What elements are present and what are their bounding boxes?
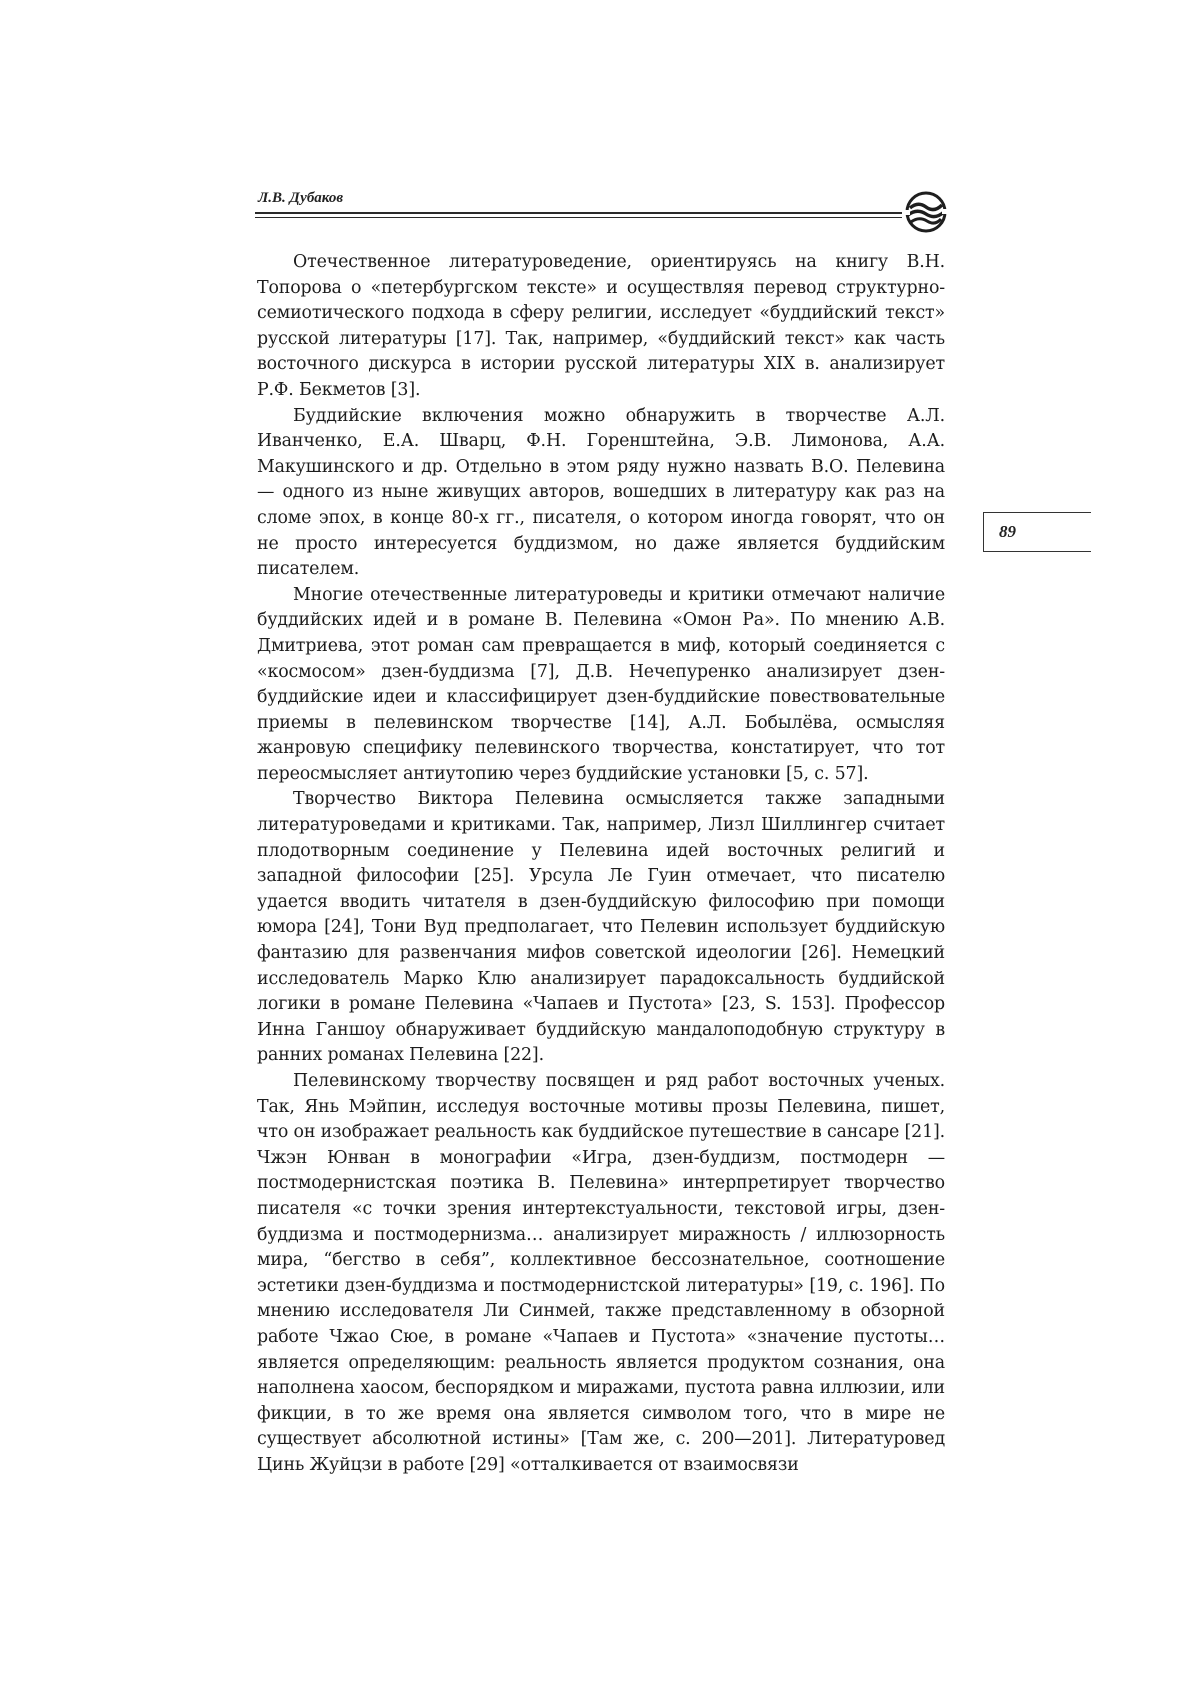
page-number-box [983, 512, 1091, 552]
header-rule [255, 212, 902, 218]
paragraph: Буддийские включения можно обнаружить в творчестве А.Л. Иванченко, Е.А. Шварц, Ф.Н. Горенштейна, Э.В. Лимонова, А.А. Макушинского и др. Отдельно в этом ряду нужно назвать В.О. Пелевина — одного из ныне живущих авторов, вошедших в литературу как раз на сломе эпох, в конце 80-х гг., писателя, о котором иногда говорят, что он не просто интересуется буддизмом, но даже является буддийским писателем. [257, 405, 945, 580]
page-number: 89 [999, 522, 1016, 541]
paragraph: Многие отечественные литературоведы и критики отмечают наличие буддийских идей и в романе В. Пелевина «Омон Ра». По мнению А.В. Дмитриева, этот роман сам превращается в миф, который соединяется с «космосом» дзен-буддизма [7], Д.В. Нечепуренко анализирует дзен-буддийские идеи и классифицирует дзен-буддийские повествовательные приемы в пелевинском творчестве [14], А.Л. Бобылёва, осмысляя жанровую специфику пелевинского творчества, констатирует, что тот переосмысляет антиутопию через буддийские установки [5, с. 57]. [257, 584, 945, 784]
paragraph: Пелевинскому творчеству посвящен и ряд работ восточных ученых. Так, Янь Мэйпин, исследуя восточные мотивы прозы Пелевина, пишет, что он изображает реальность как буддийское путешествие в сансаре [21]. Чжэн Юнван в монографии «Игра, дзен-буддизм, постмодерн — постмодернистская поэтика В. Пелевина» интерпретирует творчество писателя «с точки зрения интертекстуальности, текстовой игры, дзен-буддизма и постмодернизма… анализирует миражность / иллюзорность мира, “бегство в себя”, коллективное бессознательное, соотношение эстетики дзен-буддизма и постмодернистской литературы» [19, с. 196]. По мнению исследователя Ли Синмей, также представленному в обзорной работе Чжао Сюе, в романе «Чапаев и Пустота» «значение пустоты… является определяющим: реальность является продуктом сознания, она наполнена хаосом, беспорядком и миражами, пустота равна иллюзии, или фикции, в то же время она является символом того, что в мире не существует абсолютной истины» [Там же, с. 200—201]. Литературовед Цинь Жуйцзи в работе [29] «отталкивается от взаимосвязи [257, 1071, 945, 1475]
paragraph: Отечественное литературоведение, ориентируясь на книгу В.Н. Топорова о «петербургском тексте» и осуществляя перевод структурно-семиотического подхода в сферу религии, исследует «буддийский текст» русской литературы [17]. Так, например, «буддийский текст» как часть восточного дискурса в истории русской литературы XIX в. анализирует Р.Ф. Бекметов [3]. [257, 252, 945, 400]
body-text [257, 250, 945, 1479]
wave-globe-logo-icon [902, 190, 950, 234]
paragraph: Творчество Виктора Пелевина осмысляется также западными литературоведами и критиками. Так, например, Лизл Шиллингер считает плодотворным соединение у Пелевина идей восточных религий и западной философии [25]. Урсула Ле Гуин отмечает, что писателю удается вводить читателя в дзен-буддийскую философию при помощи юмора [24], Тони Вуд предполагает, что Пелевин использует буддийскую фантазию для развенчания мифов советской идеологии [26]. Немецкий исследователь Марко Клю анализирует парадоксальность буддийской логики в романе Пелевина «Чапаев и Пустота» [23, S. 153]. Профессор Инна Ганшоу обнаруживает буддийскую мандалоподобную структуру в ранних романах Пелевина [22]. [257, 789, 945, 1066]
running-header-author: Л.В. Дубаков [258, 190, 344, 206]
